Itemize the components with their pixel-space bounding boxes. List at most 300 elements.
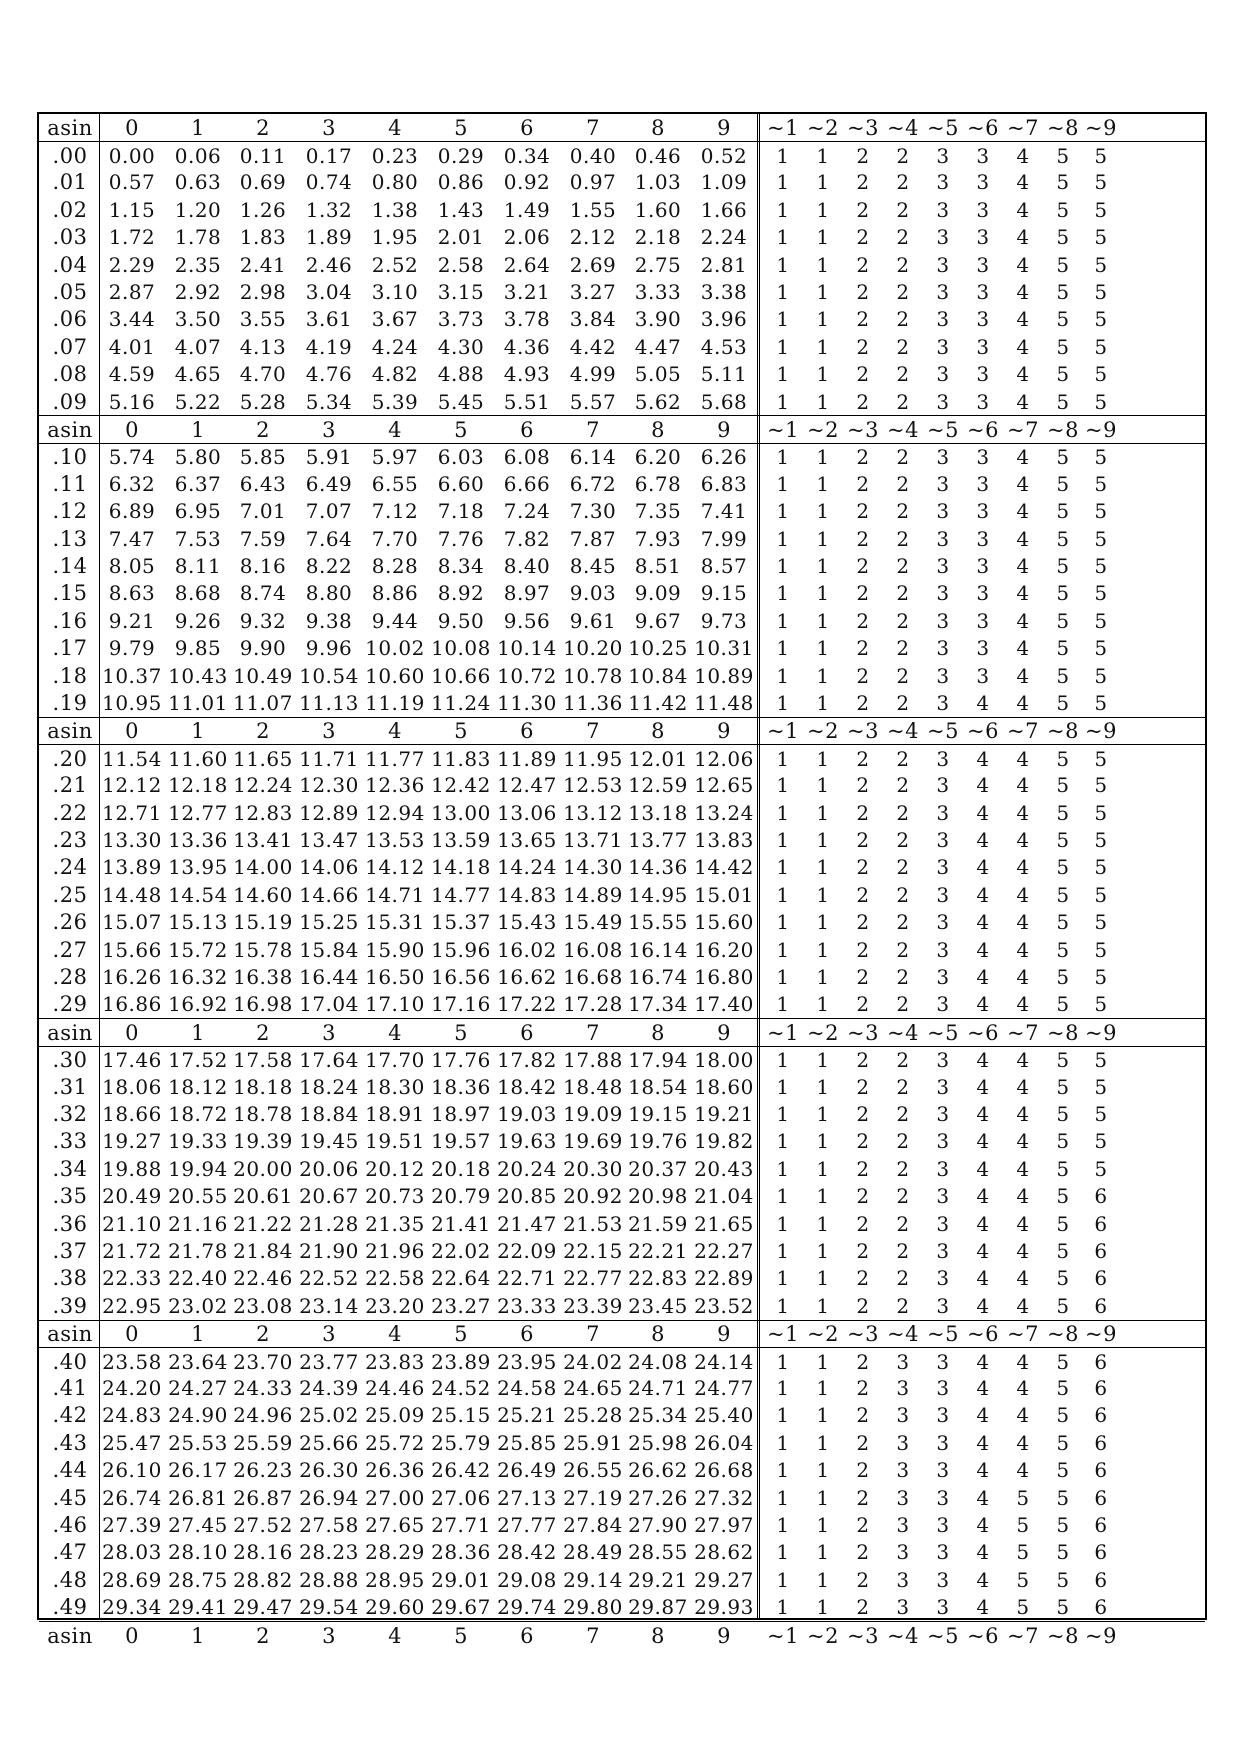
diff-cell: 2: [856, 1430, 870, 1455]
diff-cell: 1: [816, 773, 830, 798]
diff-divider: [757, 114, 763, 1618]
diff-cell: 6: [1094, 1430, 1108, 1455]
diff-cell: 1: [816, 1430, 830, 1455]
value-cell: 13.89: [102, 855, 162, 880]
diff-cell: 5: [1056, 1595, 1070, 1620]
value-cell: 18.54: [628, 1074, 688, 1099]
diff-cell: 5: [1056, 1266, 1070, 1291]
value-cell: 21.90: [299, 1239, 359, 1264]
value-cell: 3.38: [700, 280, 748, 305]
diff-cell: 5: [1094, 910, 1108, 935]
row-label: .49: [52, 1595, 88, 1620]
value-cell: 8.11: [174, 554, 222, 579]
diff-cell: 3: [936, 581, 950, 606]
header-diff: ~9: [1085, 418, 1117, 443]
header-diff: ~4: [887, 1322, 919, 1347]
value-cell: 8.80: [305, 581, 353, 606]
value-cell: 15.66: [102, 937, 162, 962]
diff-cell: 2: [856, 1156, 870, 1181]
value-cell: 23.27: [431, 1293, 491, 1318]
value-cell: 20.73: [365, 1184, 425, 1209]
value-cell: 6.89: [108, 499, 156, 524]
diff-cell: 4: [1016, 1102, 1030, 1127]
value-cell: 15.90: [365, 937, 425, 962]
diff-cell: 4: [1016, 663, 1030, 688]
row-label: .01: [52, 170, 88, 195]
value-cell: 0.92: [503, 170, 551, 195]
diff-cell: 2: [896, 445, 910, 470]
diff-cell: 4: [1016, 746, 1030, 771]
value-cell: 11.13: [299, 691, 359, 716]
diff-cell: 1: [816, 828, 830, 853]
value-cell: 0.97: [569, 170, 617, 195]
value-cell: 8.22: [305, 554, 353, 579]
value-cell: 0.06: [174, 144, 222, 169]
diff-cell: 3: [936, 800, 950, 825]
diff-cell: 3: [936, 636, 950, 661]
diff-cell: 1: [776, 663, 790, 688]
diff-cell: 4: [976, 691, 990, 716]
diff-cell: 1: [776, 1540, 790, 1565]
diff-cell: 3: [976, 362, 990, 387]
value-cell: 27.71: [431, 1513, 491, 1538]
value-cell: 15.31: [365, 910, 425, 935]
value-cell: 18.12: [168, 1074, 228, 1099]
value-cell: 0.74: [305, 170, 353, 195]
diff-cell: 2: [856, 608, 870, 633]
value-cell: 7.12: [371, 499, 419, 524]
value-cell: 5.74: [108, 445, 156, 470]
value-cell: 26.55: [563, 1458, 623, 1483]
value-cell: 5.16: [108, 389, 156, 414]
value-cell: 15.37: [431, 910, 491, 935]
row-label: .34: [52, 1156, 88, 1181]
value-cell: 10.84: [628, 663, 688, 688]
header-diff: ~6: [967, 1020, 999, 1045]
diff-cell: 1: [776, 855, 790, 880]
header-diff: ~9: [1085, 1322, 1117, 1347]
header-col: 5: [454, 418, 468, 443]
value-cell: 29.54: [299, 1595, 359, 1620]
diff-cell: 4: [976, 1376, 990, 1401]
value-cell: 9.03: [569, 581, 617, 606]
diff-cell: 3: [936, 1239, 950, 1264]
diff-cell: 3: [936, 334, 950, 359]
diff-cell: 2: [856, 1376, 870, 1401]
value-cell: 7.59: [239, 526, 287, 551]
header-col: 5: [454, 115, 468, 140]
value-cell: 25.34: [628, 1403, 688, 1428]
value-cell: 11.19: [365, 691, 425, 716]
diff-cell: 4: [1016, 1458, 1030, 1483]
header-diff: ~6: [967, 418, 999, 443]
row-label: .18: [52, 663, 88, 688]
diff-cell: 4: [976, 1102, 990, 1127]
value-cell: 10.89: [694, 663, 754, 688]
row-label: .12: [52, 499, 88, 524]
row-label: .37: [52, 1239, 88, 1264]
diff-cell: 1: [776, 526, 790, 551]
diff-cell: 2: [896, 170, 910, 195]
value-cell: 7.53: [174, 526, 222, 551]
diff-cell: 3: [976, 636, 990, 661]
diff-cell: 2: [896, 554, 910, 579]
table-row: [39, 224, 1205, 251]
value-cell: 16.56: [431, 965, 491, 990]
diff-cell: 3: [936, 1567, 950, 1592]
value-cell: 19.69: [563, 1129, 623, 1154]
value-cell: 7.82: [503, 526, 551, 551]
value-cell: 19.82: [694, 1129, 754, 1154]
diff-cell: 4: [1016, 1376, 1030, 1401]
diff-cell: 4: [1016, 581, 1030, 606]
header-col: 0: [125, 1322, 139, 1347]
value-cell: 6.83: [700, 471, 748, 496]
diff-cell: 1: [816, 144, 830, 169]
value-cell: 14.95: [628, 882, 688, 907]
diff-cell: 3: [936, 1184, 950, 1209]
value-cell: 17.88: [563, 1048, 623, 1073]
table-row: [39, 744, 1205, 772]
value-cell: 28.95: [365, 1567, 425, 1592]
value-cell: 14.00: [233, 855, 293, 880]
diff-cell: 5: [1056, 1102, 1070, 1127]
value-cell: 10.78: [563, 663, 623, 688]
row-label: .44: [52, 1458, 88, 1483]
diff-cell: 2: [856, 937, 870, 962]
diff-cell: 1: [816, 855, 830, 880]
diff-cell: 5: [1056, 1403, 1070, 1428]
value-cell: 7.35: [634, 499, 682, 524]
value-cell: 14.71: [365, 882, 425, 907]
table-row: [39, 1155, 1205, 1182]
value-cell: 0.69: [239, 170, 287, 195]
value-cell: 18.60: [694, 1074, 754, 1099]
header-col: 7: [586, 115, 600, 140]
diff-cell: 4: [1016, 608, 1030, 633]
diff-cell: 2: [896, 663, 910, 688]
diff-cell: 2: [896, 1184, 910, 1209]
diff-cell: 4: [1016, 1048, 1030, 1073]
header-row: [39, 415, 1205, 443]
diff-cell: 5: [1094, 526, 1108, 551]
diff-cell: 2: [856, 691, 870, 716]
diff-cell: 3: [936, 471, 950, 496]
header-col: 9: [717, 1623, 731, 1648]
value-cell: 19.03: [497, 1102, 557, 1127]
header-col: 4: [388, 418, 402, 443]
header-diff: ~8: [1047, 115, 1079, 140]
value-cell: 5.91: [305, 445, 353, 470]
diff-cell: 4: [976, 1048, 990, 1073]
diff-cell: 2: [896, 800, 910, 825]
diff-cell: 2: [856, 334, 870, 359]
value-cell: 17.94: [628, 1048, 688, 1073]
header-col: 1: [191, 719, 205, 744]
value-cell: 20.30: [563, 1156, 623, 1181]
diff-cell: 1: [776, 1293, 790, 1318]
diff-cell: 5: [1094, 663, 1108, 688]
value-cell: 16.86: [102, 992, 162, 1017]
diff-cell: 5: [1094, 581, 1108, 606]
table-row: [39, 552, 1205, 579]
value-cell: 11.77: [365, 746, 425, 771]
value-cell: 24.96: [233, 1403, 293, 1428]
header-diff: ~7: [1007, 1322, 1039, 1347]
row-label: .31: [52, 1074, 88, 1099]
value-cell: 29.08: [497, 1567, 557, 1592]
header-col: 7: [586, 1623, 600, 1648]
diff-cell: 3: [936, 307, 950, 332]
value-cell: 4.65: [174, 362, 222, 387]
diff-cell: 1: [816, 1540, 830, 1565]
header-diff: ~1: [767, 719, 799, 744]
header-col: 4: [388, 1020, 402, 1045]
diff-cell: 2: [896, 773, 910, 798]
table-row: [39, 936, 1205, 963]
value-cell: 26.17: [168, 1458, 228, 1483]
value-cell: 22.52: [299, 1266, 359, 1291]
diff-cell: 5: [1056, 937, 1070, 962]
value-cell: 21.10: [102, 1211, 162, 1236]
header-diff: ~9: [1085, 115, 1117, 140]
diff-cell: 3: [896, 1540, 910, 1565]
value-cell: 23.77: [299, 1349, 359, 1374]
value-cell: 11.71: [299, 746, 359, 771]
diff-cell: 6: [1094, 1403, 1108, 1428]
diff-cell: 4: [1016, 1156, 1030, 1181]
diff-cell: 3: [936, 554, 950, 579]
table-row: [39, 443, 1205, 471]
diff-cell: 1: [816, 225, 830, 250]
table-row: [39, 909, 1205, 936]
value-cell: 12.01: [628, 746, 688, 771]
value-cell: 2.35: [174, 252, 222, 277]
value-cell: 26.68: [694, 1458, 754, 1483]
header-diff: ~6: [967, 719, 999, 744]
header-diff: ~4: [887, 1020, 919, 1045]
diff-cell: 5: [1094, 855, 1108, 880]
value-cell: 26.23: [233, 1458, 293, 1483]
diff-cell: 1: [776, 170, 790, 195]
value-cell: 25.09: [365, 1403, 425, 1428]
table-row: [39, 278, 1205, 305]
header-col: 2: [256, 1322, 270, 1347]
value-cell: 15.78: [233, 937, 293, 962]
value-cell: 21.28: [299, 1211, 359, 1236]
value-cell: 21.96: [365, 1239, 425, 1264]
value-cell: 2.24: [700, 225, 748, 250]
value-cell: 14.24: [497, 855, 557, 880]
diff-cell: 2: [856, 307, 870, 332]
diff-cell: 2: [856, 855, 870, 880]
diff-cell: 6: [1094, 1540, 1108, 1565]
diff-cell: 2: [856, 197, 870, 222]
value-cell: 22.77: [563, 1266, 623, 1291]
value-cell: 18.24: [299, 1074, 359, 1099]
value-cell: 24.52: [431, 1376, 491, 1401]
diff-cell: 5: [1094, 307, 1108, 332]
diff-cell: 3: [936, 1102, 950, 1127]
value-cell: 21.53: [563, 1211, 623, 1236]
value-cell: 11.48: [694, 691, 754, 716]
diff-cell: 5: [1094, 965, 1108, 990]
header-col: 4: [388, 719, 402, 744]
diff-cell: 4: [1016, 280, 1030, 305]
value-cell: 8.92: [437, 581, 485, 606]
value-cell: 8.05: [108, 554, 156, 579]
diff-cell: 4: [976, 1567, 990, 1592]
value-cell: 10.66: [431, 663, 491, 688]
diff-cell: 1: [776, 746, 790, 771]
value-cell: 16.38: [233, 965, 293, 990]
row-label: .46: [52, 1513, 88, 1538]
header-col: 8: [651, 418, 665, 443]
diff-cell: 1: [816, 170, 830, 195]
value-cell: 11.95: [563, 746, 623, 771]
value-cell: 8.40: [503, 554, 551, 579]
value-cell: 2.75: [634, 252, 682, 277]
diff-cell: 2: [856, 910, 870, 935]
value-cell: 12.94: [365, 800, 425, 825]
diff-cell: 5: [1056, 1048, 1070, 1073]
value-cell: 7.76: [437, 526, 485, 551]
value-cell: 3.96: [700, 307, 748, 332]
diff-cell: 1: [816, 1376, 830, 1401]
table-row: [39, 1402, 1205, 1429]
value-cell: 23.58: [102, 1349, 162, 1374]
value-cell: 23.20: [365, 1293, 425, 1318]
value-cell: 2.58: [437, 252, 485, 277]
value-cell: 1.15: [108, 197, 156, 222]
value-cell: 6.20: [634, 445, 682, 470]
value-cell: 19.09: [563, 1102, 623, 1127]
value-cell: 0.17: [305, 144, 353, 169]
value-cell: 28.88: [299, 1567, 359, 1592]
diff-cell: 2: [896, 362, 910, 387]
diff-cell: 1: [816, 1349, 830, 1374]
diff-cell: 3: [896, 1513, 910, 1538]
header-diff: ~1: [767, 115, 799, 140]
asin-table: [37, 112, 1207, 1648]
value-cell: 9.38: [305, 608, 353, 633]
diff-cell: 1: [816, 746, 830, 771]
diff-cell: 5: [1094, 280, 1108, 305]
diff-cell: 1: [816, 608, 830, 633]
value-cell: 6.03: [437, 445, 485, 470]
value-cell: 8.57: [700, 554, 748, 579]
value-cell: 5.28: [239, 389, 287, 414]
value-cell: 12.18: [168, 773, 228, 798]
value-cell: 14.06: [299, 855, 359, 880]
value-cell: 27.84: [563, 1513, 623, 1538]
header-col: 1: [191, 418, 205, 443]
value-cell: 12.83: [233, 800, 293, 825]
diff-cell: 5: [1094, 197, 1108, 222]
value-cell: 1.26: [239, 197, 287, 222]
value-cell: 16.50: [365, 965, 425, 990]
diff-cell: 1: [776, 362, 790, 387]
value-cell: 12.65: [694, 773, 754, 798]
value-cell: 24.27: [168, 1376, 228, 1401]
value-cell: 15.96: [431, 937, 491, 962]
diff-cell: 2: [896, 526, 910, 551]
diff-cell: 3: [976, 144, 990, 169]
diff-cell: 3: [936, 170, 950, 195]
diff-cell: 2: [856, 965, 870, 990]
header-col: 4: [388, 115, 402, 140]
diff-cell: 2: [896, 965, 910, 990]
header-diff: ~8: [1047, 719, 1079, 744]
diff-cell: 3: [936, 828, 950, 853]
header-col: 9: [717, 719, 731, 744]
diff-cell: 2: [856, 499, 870, 524]
diff-cell: 1: [776, 144, 790, 169]
diff-cell: 1: [776, 1129, 790, 1154]
diff-cell: 4: [1016, 691, 1030, 716]
value-cell: 21.72: [102, 1239, 162, 1264]
diff-cell: 1: [816, 307, 830, 332]
table-row: [39, 991, 1205, 1018]
value-cell: 18.18: [233, 1074, 293, 1099]
diff-cell: 2: [856, 1184, 870, 1209]
diff-cell: 1: [816, 389, 830, 414]
value-cell: 10.25: [628, 636, 688, 661]
diff-cell: 4: [1016, 910, 1030, 935]
diff-cell: 1: [776, 471, 790, 496]
diff-cell: 4: [976, 1074, 990, 1099]
value-cell: 9.90: [239, 636, 287, 661]
diff-cell: 2: [896, 910, 910, 935]
diff-cell: 4: [1016, 965, 1030, 990]
diff-cell: 5: [1056, 526, 1070, 551]
diff-cell: 3: [936, 1211, 950, 1236]
diff-cell: 5: [1094, 225, 1108, 250]
table-row: [39, 1237, 1205, 1264]
diff-cell: 1: [776, 800, 790, 825]
table-row: [39, 1073, 1205, 1100]
value-cell: 24.14: [694, 1349, 754, 1374]
value-cell: 1.66: [700, 197, 748, 222]
value-cell: 12.53: [563, 773, 623, 798]
table-row: [39, 361, 1205, 388]
value-cell: 22.09: [497, 1239, 557, 1264]
header-diff: ~2: [807, 418, 839, 443]
header-diff: ~7: [1007, 719, 1039, 744]
table-row: [39, 607, 1205, 634]
diff-cell: 4: [976, 965, 990, 990]
header-diff: ~5: [927, 719, 959, 744]
row-label: .24: [52, 855, 88, 880]
diff-cell: 5: [1094, 691, 1108, 716]
value-cell: 22.58: [365, 1266, 425, 1291]
diff-cell: 5: [1094, 252, 1108, 277]
value-cell: 25.72: [365, 1430, 425, 1455]
header-diff: ~4: [887, 1623, 919, 1648]
value-cell: 28.23: [299, 1540, 359, 1565]
value-cell: 25.40: [694, 1403, 754, 1428]
diff-cell: 1: [776, 1184, 790, 1209]
diff-cell: 4: [976, 1540, 990, 1565]
header-col: 2: [256, 115, 270, 140]
value-cell: 28.36: [431, 1540, 491, 1565]
diff-cell: 5: [1056, 252, 1070, 277]
value-cell: 24.08: [628, 1349, 688, 1374]
value-cell: 23.14: [299, 1293, 359, 1318]
header-diff: ~5: [927, 418, 959, 443]
value-cell: 20.61: [233, 1184, 293, 1209]
diff-cell: 2: [856, 389, 870, 414]
